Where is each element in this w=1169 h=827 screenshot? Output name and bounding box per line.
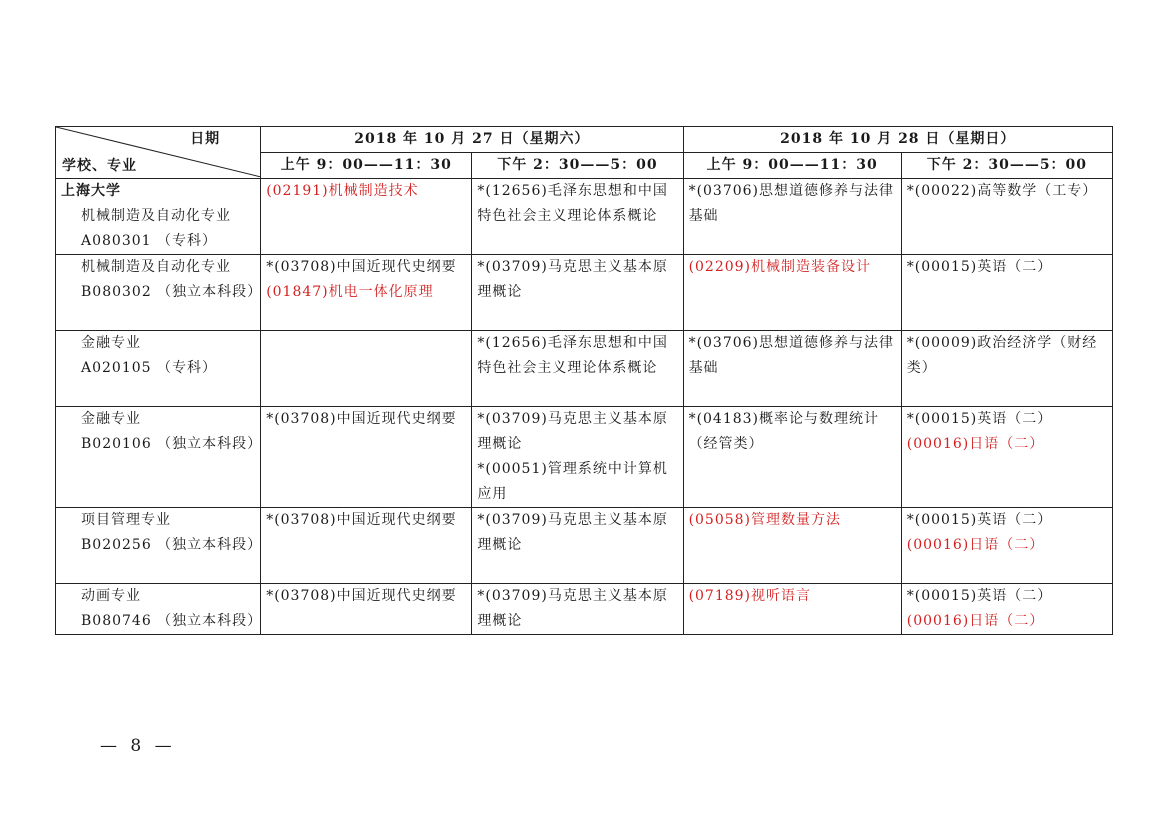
course-item: *(00015)英语（二） [906,512,1053,528]
major-cell [56,407,261,508]
major-cell [56,179,261,255]
course-cell [261,255,472,331]
major-cell [56,584,261,635]
course-item: *(03708)中国近现代史纲要 [266,411,457,427]
course-cell [901,179,1112,255]
course-cell [472,179,683,255]
course-cell [683,407,901,508]
course-item: *(03708)中国近现代史纲要 [266,588,457,604]
major-name: 金融专业 [81,411,141,427]
major-name: 机械制造及自动化专业 [81,208,231,224]
table-row [56,584,1113,635]
major-code: B020106 （独立本科段） [81,436,263,452]
course-item: *(03706)思想道德修养与法律基础 [688,335,895,376]
course-cell [683,508,901,584]
major-code: A080301 （专科） [81,233,218,249]
major-code: B020256 （独立本科段） [81,537,263,553]
course-cell [683,179,901,255]
major-cell [56,255,261,331]
course-cell-empty [261,331,472,407]
course-item: *(03708)中国近现代史纲要 [266,259,457,275]
school-header-label: 学校、专业 [62,158,137,174]
major-code: A020105 （专科） [81,360,218,376]
course-cell [472,255,683,331]
date-header-label: 日期 [190,131,221,147]
major-code: B080746 （独立本科段） [81,613,263,629]
exam-schedule-table [55,126,1113,635]
day1-pm-header: 下午 2：30——5：00 [472,153,683,179]
course-item: *(03709)马克思主义基本原理概论 [477,512,668,553]
course-item: (00016)日语（二） [906,436,1045,452]
course-item: *(00022)高等数学（工专） [906,183,1098,199]
course-cell [683,255,901,331]
day2-header: 2018 年 10 月 28 日（星期日） [683,127,1112,153]
course-cell [261,179,472,255]
course-cell [261,584,472,635]
major-code: B080302 （独立本科段） [81,284,263,300]
course-cell [261,407,472,508]
course-cell [901,255,1112,331]
school-name: 上海大学 [61,183,121,199]
course-item: (00016)日语（二） [906,613,1045,629]
course-cell [683,584,901,635]
day2-pm-header: 下午 2：30——5：00 [901,153,1112,179]
day1-header: 2018 年 10 月 27 日（星期六） [261,127,683,153]
major-name: 金融专业 [81,335,141,351]
table-row [56,255,1113,331]
course-cell [472,331,683,407]
major-name: 动画专业 [81,588,141,604]
course-cell [901,331,1112,407]
course-item: *(00009)政治经济学（财经类） [906,335,1098,376]
course-item: *(00051)管理系统中计算机应用 [477,461,668,502]
course-item: (00016)日语（二） [906,537,1045,553]
course-item: *(03709)马克思主义基本原理概论 [477,411,668,452]
course-item: *(03706)思想道德修养与法律基础 [688,183,895,224]
course-item: (02209)机械制造装备设计 [688,259,872,275]
course-item: *(03708)中国近现代史纲要 [266,512,457,528]
day1-am-header: 上午 9：00——11：30 [261,153,472,179]
course-item: (02191)机械制造技术 [266,183,419,199]
course-item: *(04183)概率论与数理统计（经管类） [688,411,880,452]
course-item: *(00015)英语（二） [906,411,1053,427]
course-cell [261,508,472,584]
course-cell [901,407,1112,508]
course-item: (01847)机电一体化原理 [266,284,434,300]
course-item: *(03709)马克思主义基本原理概论 [477,259,668,300]
table-row [56,331,1113,407]
course-cell [683,331,901,407]
table-row [56,508,1113,584]
diagonal-header-cell [56,127,261,179]
major-cell [56,331,261,407]
day2-am-header: 上午 9：00——11：30 [683,153,901,179]
table-row [56,179,1113,255]
major-name: 项目管理专业 [81,512,171,528]
course-cell [901,584,1112,635]
course-cell [901,508,1112,584]
course-item: *(12656)毛泽东思想和中国特色社会主义理论体系概论 [477,335,668,376]
course-cell [472,407,683,508]
course-item: *(00015)英语（二） [906,588,1053,604]
major-name: 机械制造及自动化专业 [81,259,231,275]
course-item: (05058)管理数量方法 [688,512,842,528]
course-item: *(00015)英语（二） [906,259,1053,275]
course-item: *(12656)毛泽东思想和中国特色社会主义理论体系概论 [477,183,668,224]
course-item: *(03709)马克思主义基本原理概论 [477,588,668,629]
major-cell [56,508,261,584]
table-row [56,407,1113,508]
course-cell [472,508,683,584]
course-cell [472,584,683,635]
page-number: — 8 — [100,736,176,756]
course-item: (07189)视听语言 [688,588,812,604]
